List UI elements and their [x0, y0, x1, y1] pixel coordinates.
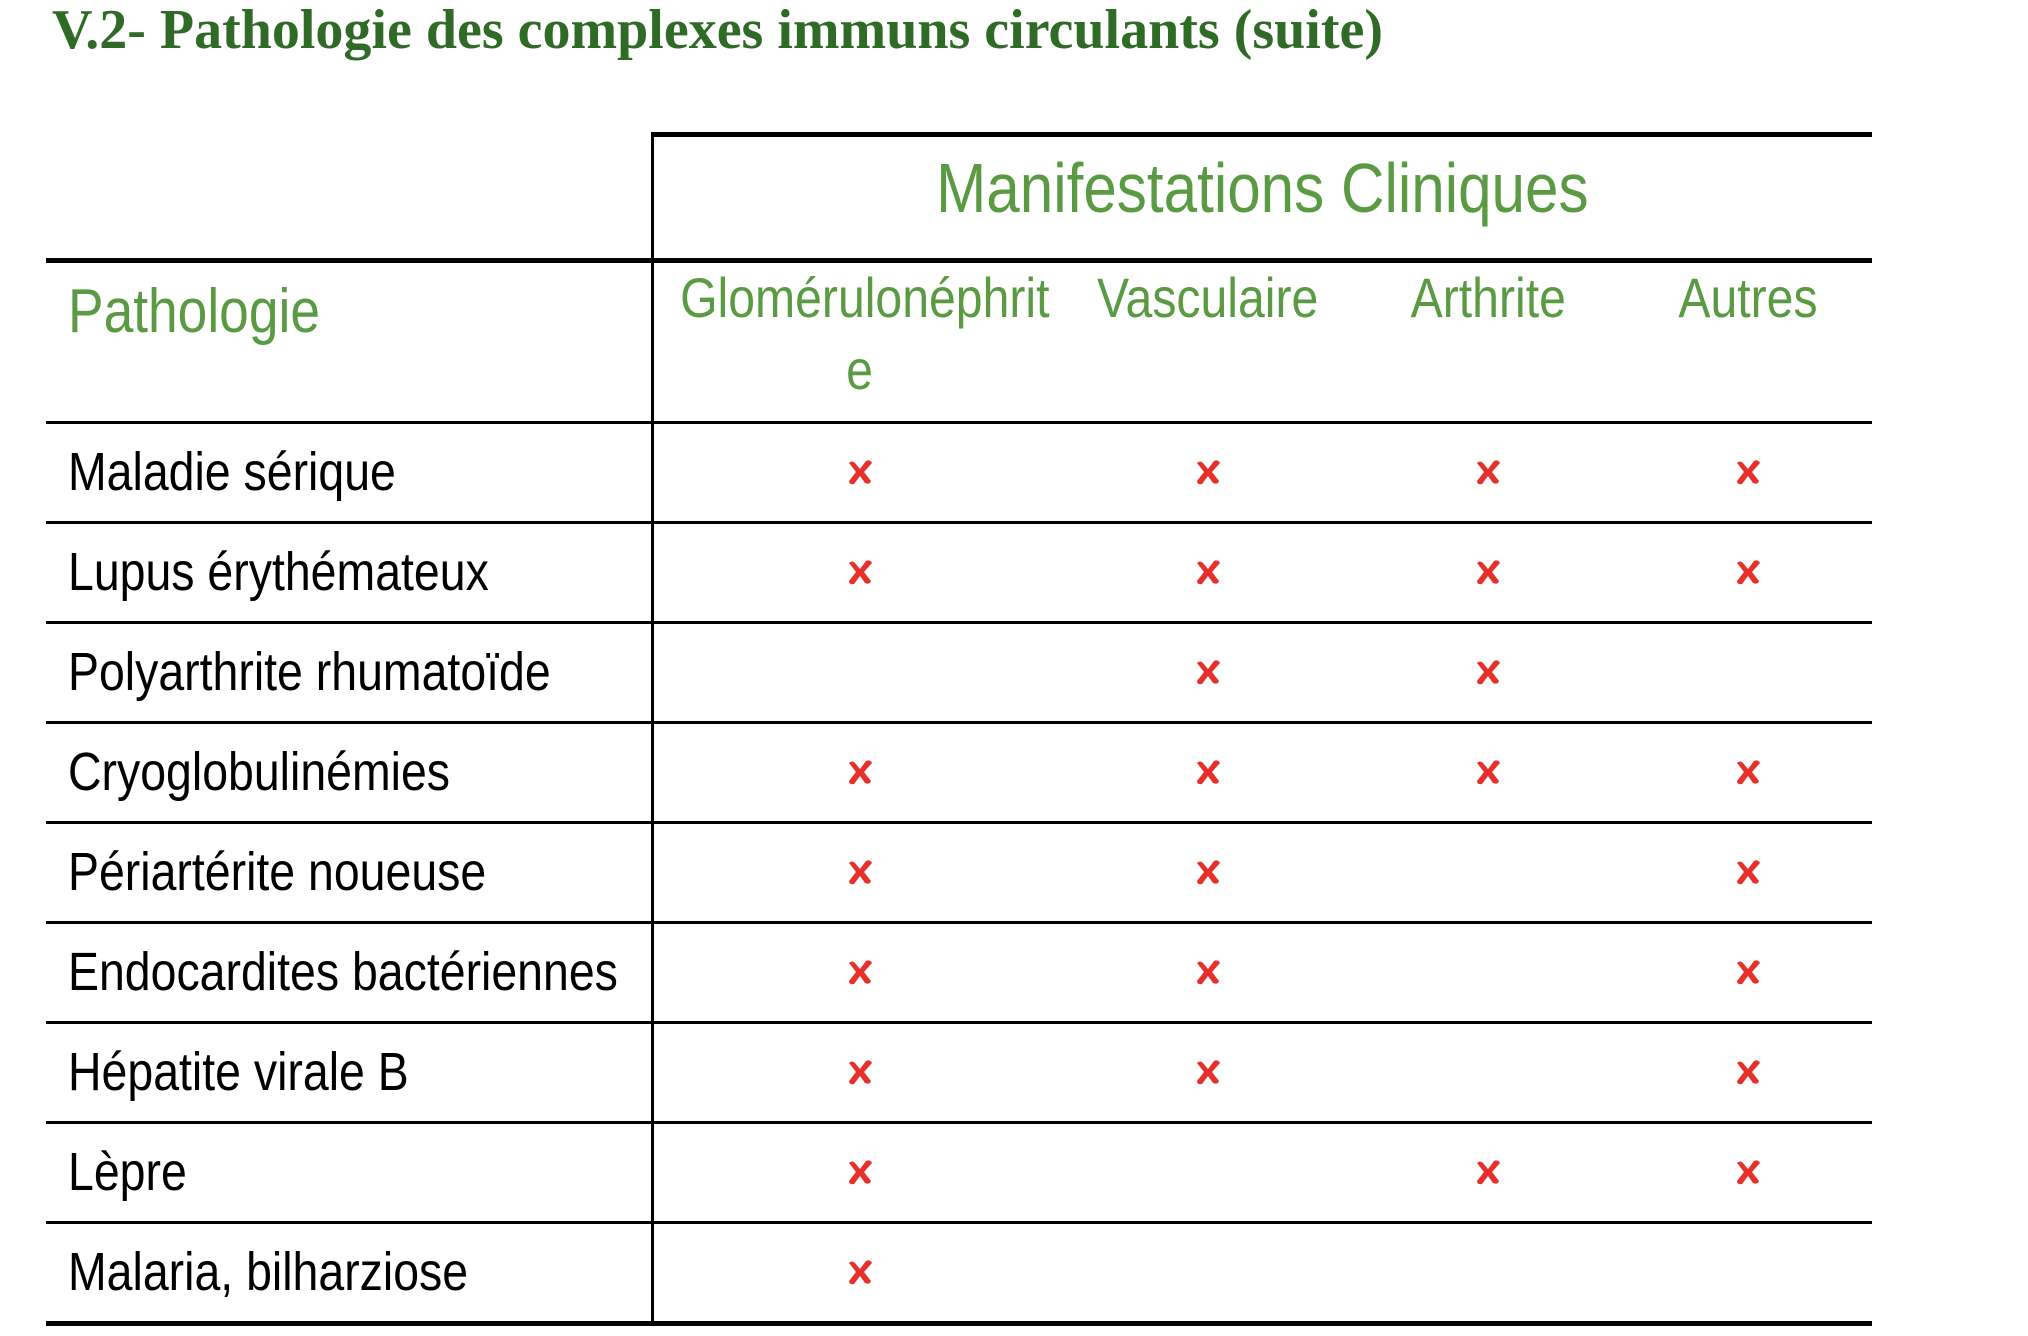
x-mark-icon	[1191, 655, 1225, 689]
row-divider	[46, 1121, 1872, 1124]
row-label: Endocardites bactériennes	[68, 942, 618, 1002]
row-label: Maladie sérique	[68, 442, 396, 502]
row-divider	[46, 1021, 1872, 1024]
row-divider	[46, 521, 1872, 524]
x-mark-icon	[843, 1155, 877, 1189]
x-mark-icon	[843, 855, 877, 889]
column-divider	[651, 132, 654, 1322]
x-mark-icon	[1731, 1155, 1765, 1189]
x-mark-icon	[1191, 1055, 1225, 1089]
row-label: Lèpre	[68, 1142, 187, 1202]
x-mark-icon	[1191, 955, 1225, 989]
row-label: Hépatite virale B	[68, 1042, 409, 1102]
x-mark-icon	[843, 555, 877, 589]
x-mark-icon	[1471, 1155, 1505, 1189]
column-header-1: Glomérulonéphrit e	[680, 266, 1050, 401]
row-label: Lupus érythémateux	[68, 542, 489, 602]
row-divider	[46, 1221, 1872, 1224]
column-header-2: Vasculaire	[1097, 266, 1319, 329]
column-header-4: Autres	[1678, 266, 1818, 329]
row-label: Périartérite noueuse	[68, 842, 487, 902]
x-mark-icon	[843, 1255, 877, 1289]
row-divider	[46, 621, 1872, 624]
x-mark-icon	[1471, 555, 1505, 589]
x-mark-icon	[1731, 555, 1765, 589]
pathologie-header: Pathologie	[68, 277, 321, 346]
x-mark-icon	[1731, 855, 1765, 889]
x-mark-icon	[1191, 455, 1225, 489]
bottom-rule	[46, 1321, 1872, 1326]
page-title: V.2- Pathologie des complexes immuns circulants (suite)	[52, 0, 1383, 61]
row-divider	[46, 821, 1872, 824]
column-header-3: Arthrite	[1410, 266, 1566, 329]
x-mark-icon	[1471, 755, 1505, 789]
row-divider	[46, 421, 1872, 424]
row-label: Cryoglobulinémies	[68, 742, 451, 802]
x-mark-icon	[1191, 555, 1225, 589]
row-divider	[46, 721, 1872, 724]
x-mark-icon	[843, 455, 877, 489]
x-mark-icon	[1731, 455, 1765, 489]
header-rule	[46, 258, 1872, 263]
x-mark-icon	[1731, 755, 1765, 789]
x-mark-icon	[843, 1055, 877, 1089]
row-label: Polyarthrite rhumatoïde	[68, 642, 551, 702]
x-mark-icon	[1191, 855, 1225, 889]
x-mark-icon	[843, 755, 877, 789]
row-divider	[46, 921, 1872, 924]
x-mark-icon	[1471, 455, 1505, 489]
x-mark-icon	[843, 955, 877, 989]
x-mark-icon	[1731, 1055, 1765, 1089]
x-mark-icon	[1731, 955, 1765, 989]
group-header: Manifestations Cliniques	[935, 149, 1589, 227]
top-rule	[652, 132, 1872, 137]
row-label: Malaria, bilharziose	[68, 1242, 469, 1302]
x-mark-icon	[1471, 655, 1505, 689]
x-mark-icon	[1191, 755, 1225, 789]
